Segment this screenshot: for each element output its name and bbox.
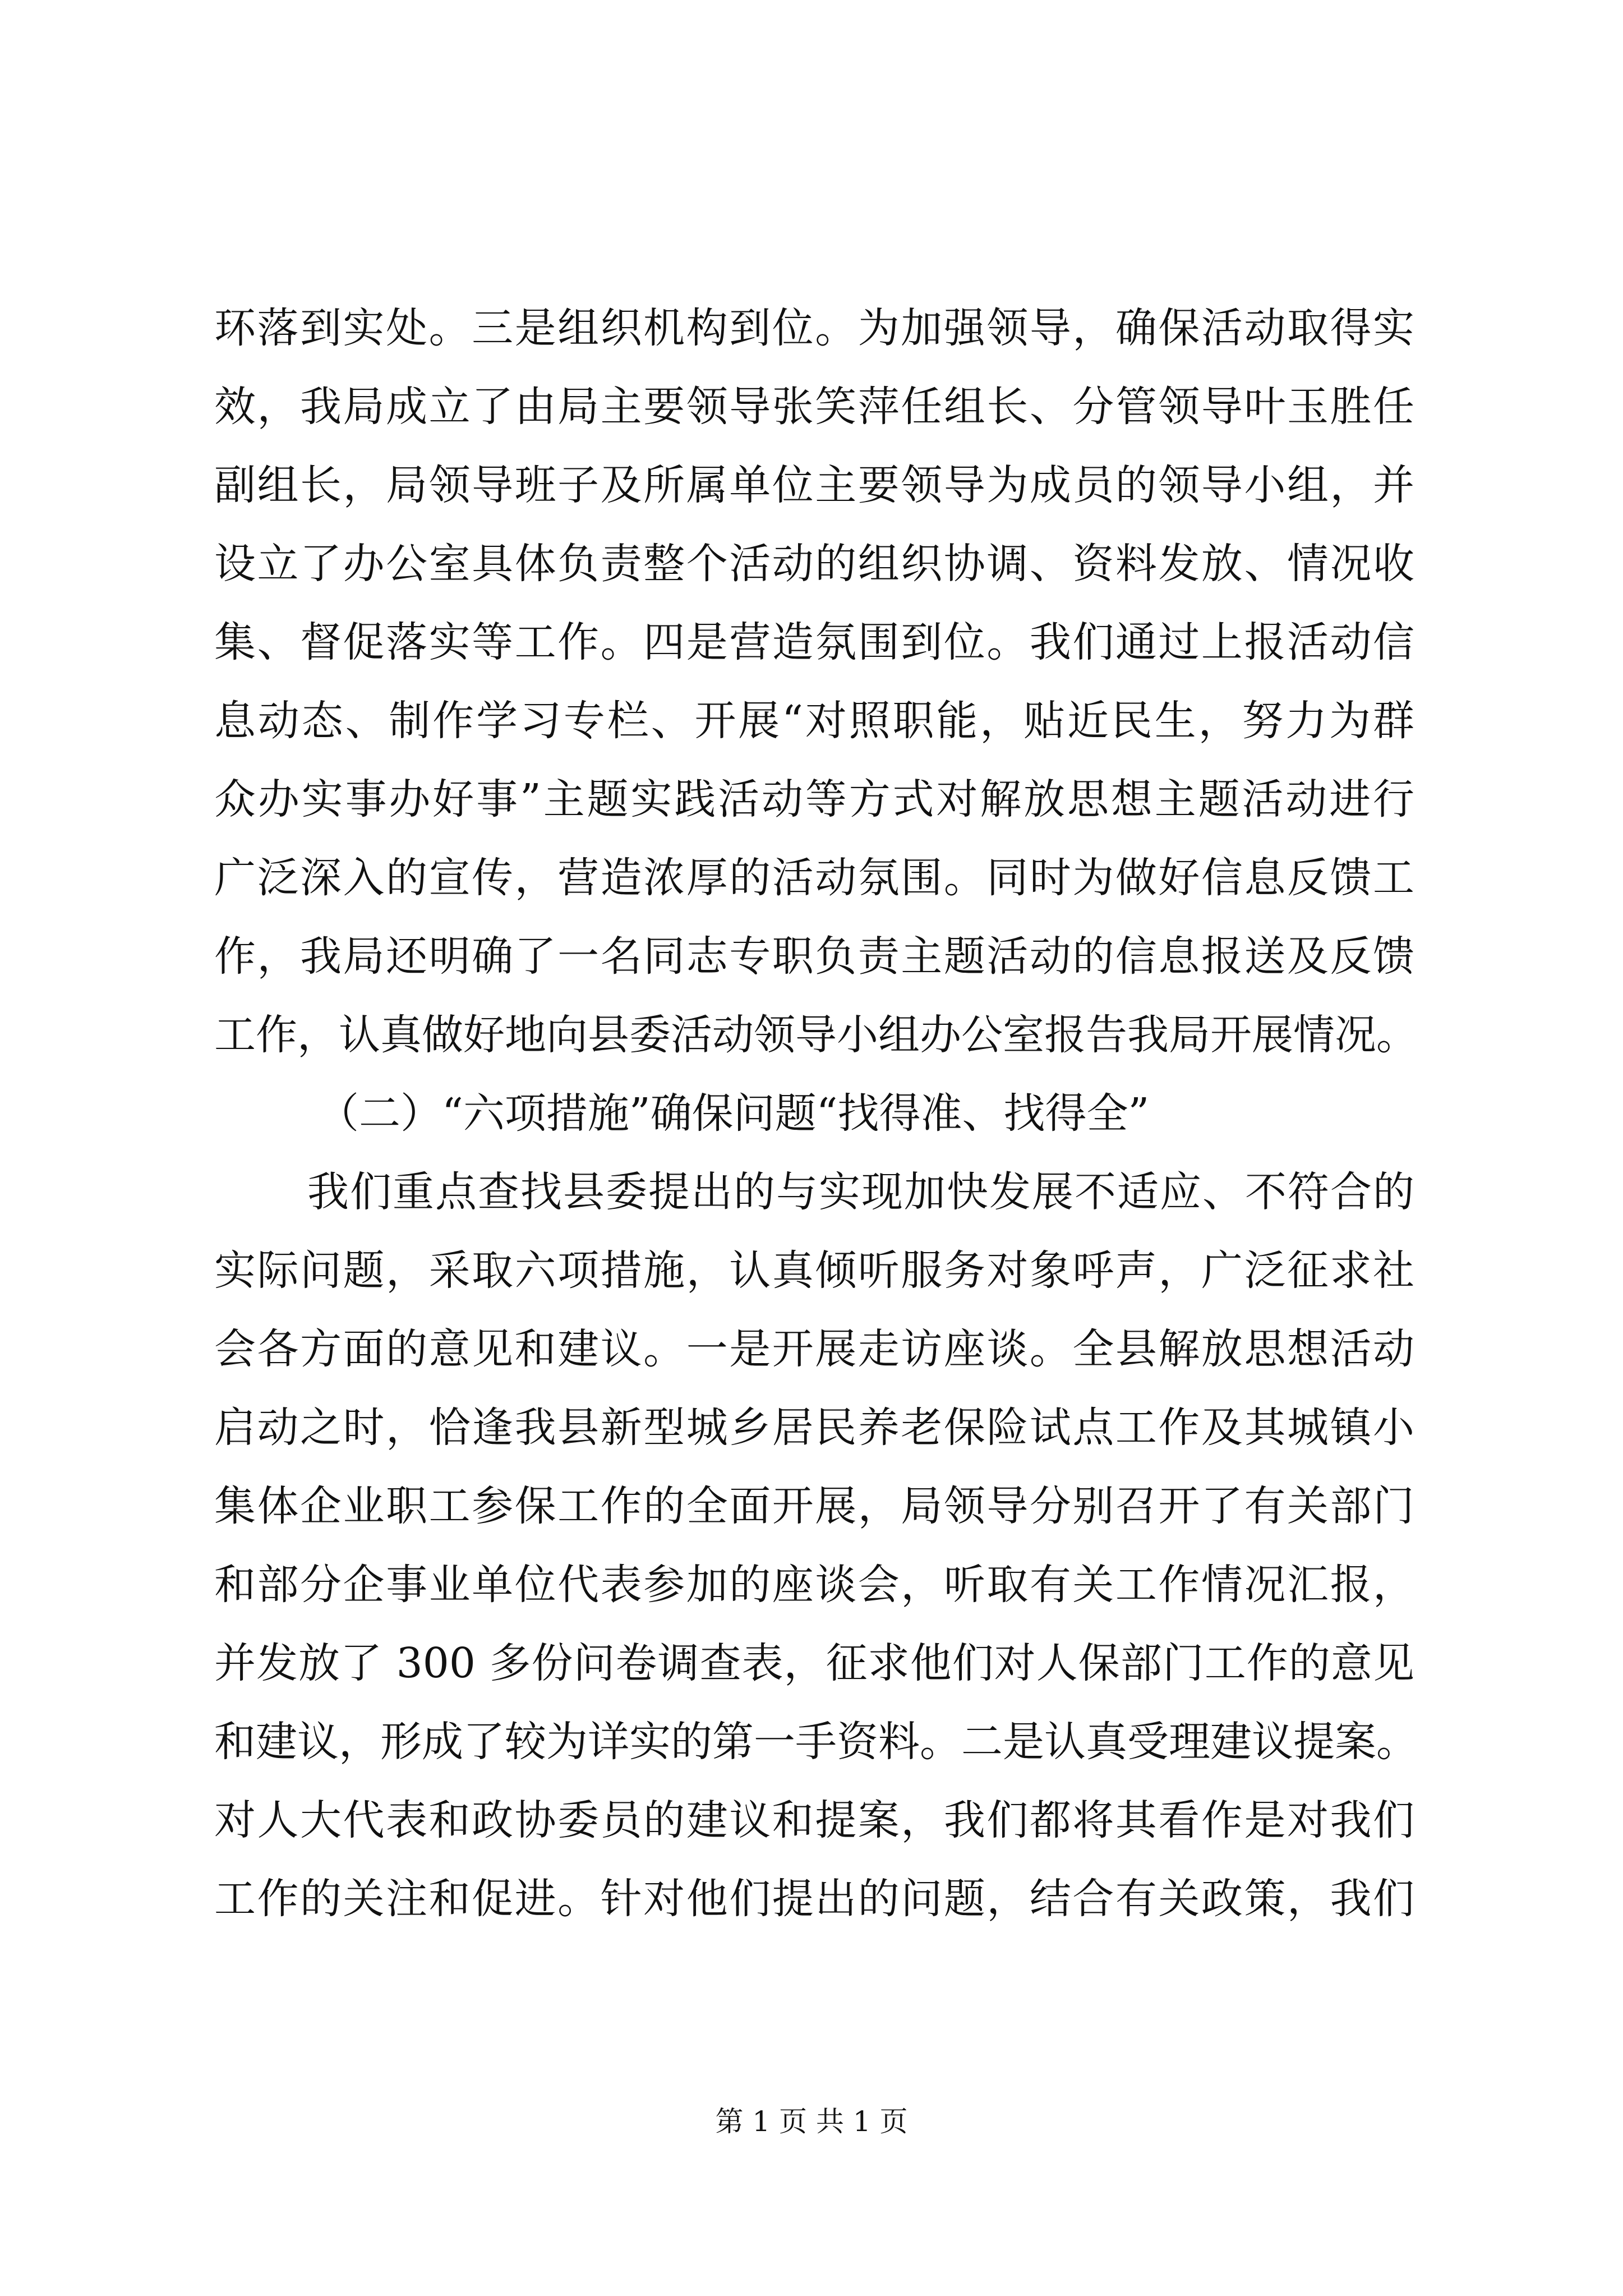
text-line: 启动之时，恰逢我县新型城乡居民养老保险试点工作及其城镇小 — [214, 1404, 1414, 1452]
text-line: 集体企业职工参保工作的全面开展，局领导分别召开了有关部门 — [214, 1482, 1414, 1530]
text-line: 集、督促落实等工作。四是营造氛围到位。我们通过上报活动信 — [214, 618, 1414, 666]
text-line: 工作，认真做好地向县委活动领导小组办公室报告我局开展情况。 — [214, 1011, 1418, 1059]
text-line: 对人大代表和政协委员的建议和提案，我们都将其看作是对我们 — [214, 1796, 1414, 1844]
text-line: 并发放了 300 多份问卷调查表，征求他们对人保部门工作的意见 — [214, 1639, 1414, 1687]
text-line: 息动态、制作学习专栏、开展“对照职能，贴近民生，努力为群 — [214, 697, 1414, 745]
page-footer: 第 1 页 共 1 页 — [715, 2105, 908, 2138]
section-heading: （二）“六项措施”确保问题“找得准、找得全” — [317, 1089, 1150, 1138]
text-line: 广泛深入的宣传，营造浓厚的活动氛围。同时为做好信息反馈工 — [214, 854, 1414, 902]
text-line: 会各方面的意见和建议。一是开展走访座谈。全县解放思想活动 — [214, 1325, 1414, 1373]
text-line: 众办实事办好事”主题实践活动等方式对解放思想主题活动进行 — [214, 775, 1414, 823]
text-line: 环落到实处。三是组织机构到位。为加强领导，确保活动取得实 — [214, 304, 1414, 352]
text-line: 实际问题，采取六项措施，认真倾听服务对象呼声，广泛征求社 — [214, 1246, 1414, 1295]
text-line: 工作的关注和促进。针对他们提出的问题，结合有关政策，我们 — [214, 1875, 1414, 1923]
text-line: 和部分企事业单位代表参加的座谈会，听取有关工作情况汇报， — [214, 1561, 1414, 1609]
text-line: 副组长，局领导班子及所属单位主要领导为成员的领导小组，并 — [214, 461, 1414, 509]
text-line: 作，我局还明确了一名同志专职负责主题活动的信息报送及反馈 — [214, 932, 1414, 981]
text-line: 效，我局成立了由局主要领导张笑萍任组长、分管领导叶玉胜任 — [214, 383, 1414, 431]
text-line: 和建议，形成了较为详实的第一手资料。二是认真受理建议提案。 — [214, 1718, 1418, 1766]
text-line: 设立了办公室具体负责整个活动的组织协调、资料发放、情况收 — [214, 540, 1414, 588]
text-line: 我们重点查找县委提出的与实现加快发展不适应、不符合的 — [307, 1168, 1414, 1216]
